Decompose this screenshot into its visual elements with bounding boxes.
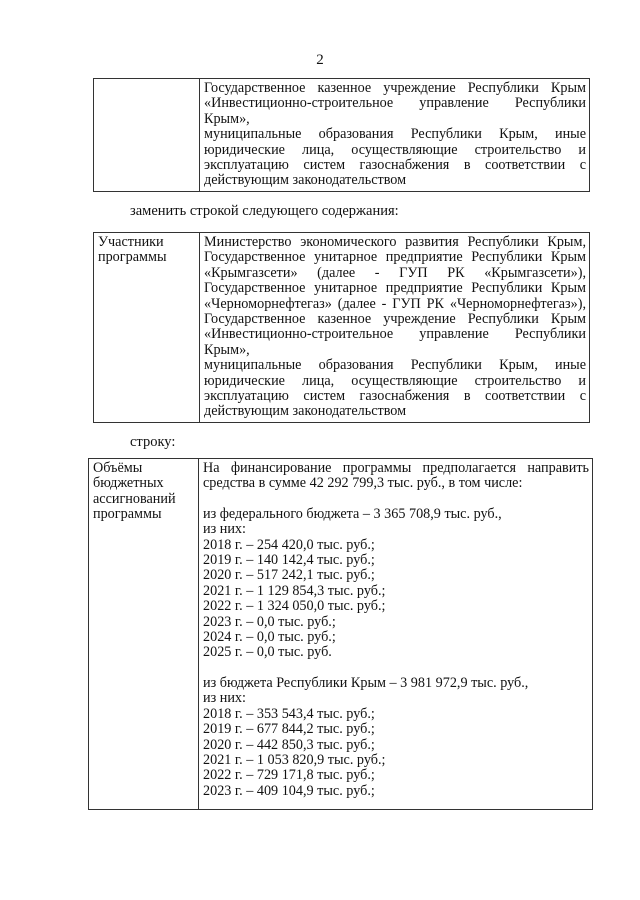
table2-line: Министерство экономического развития Республики Крым, bbox=[204, 234, 586, 250]
table3-label-line: программы bbox=[93, 506, 162, 523]
table2-line: Государственное унитарное предприятие Республики Крым bbox=[204, 280, 586, 297]
federal-year: 2024 г. – 0,0 тыс. руб.; bbox=[203, 629, 336, 646]
table2-line: действующим законодательством bbox=[204, 403, 407, 420]
intro-line: На финансирование программы предполагается направить bbox=[203, 460, 589, 476]
table-participants-old bbox=[93, 78, 590, 192]
spacer bbox=[203, 661, 589, 676]
crimea-year: 2020 г. – 442 850,3 тыс. руб.; bbox=[203, 736, 375, 753]
crimea-year: 2019 г. – 677 844,2 тыс. руб.; bbox=[203, 721, 375, 738]
crimea-year: 2021 г. – 1 053 820,9 тыс. руб.; bbox=[203, 751, 386, 768]
table1-label-cell bbox=[94, 79, 200, 192]
federal-year: 2022 г. – 1 324 050,0 тыс. руб.; bbox=[203, 598, 386, 615]
table2-line: «Черноморнефтегаз» (далее - ГУП РК «Черноморнефтегаз»), bbox=[204, 295, 586, 312]
table2-line: муниципальные образования Республики Крым, иные bbox=[204, 357, 586, 374]
table-participants-new bbox=[93, 232, 590, 423]
federal-year: 2018 г. – 254 420,0 тыс. руб.; bbox=[203, 536, 375, 553]
page-number: 2 bbox=[316, 52, 324, 68]
crimea-year: 2018 г. – 353 543,4 тыс. руб.; bbox=[203, 705, 375, 722]
table2-content-cell bbox=[200, 233, 590, 423]
spacer bbox=[203, 492, 589, 507]
table2-line: Государственное унитарное предприятие Республики Крым bbox=[204, 249, 586, 266]
table3-label-cell bbox=[89, 459, 199, 810]
table1-line: действующим законодательством bbox=[204, 172, 407, 189]
federal-year: 2020 г. – 517 242,1 тыс. руб.; bbox=[203, 567, 375, 584]
table2-line: «Крымгазсети» (далее - ГУП РК «Крымгазсети»), bbox=[204, 264, 586, 281]
table2-line: эксплуатацию систем газоснабжения в соответствии с bbox=[204, 388, 586, 405]
table1-content-cell bbox=[200, 79, 590, 192]
instruction-replace: заменить строкой следующего содержания: bbox=[130, 203, 399, 219]
table2-line: Государственное казенное учреждение Республики Крым bbox=[204, 311, 586, 328]
intro-line: средства в сумме 42 292 799,3 тыс. руб., в том числе: bbox=[203, 475, 523, 492]
table3-label-line: бюджетных bbox=[93, 475, 164, 492]
table2-label-cell bbox=[94, 233, 200, 423]
table2-line: «Инвестиционно-строительное управление Республики Крым», bbox=[204, 326, 586, 358]
crimea-sub: из них: bbox=[203, 690, 246, 707]
table1-line: юридические лица, осуществляющие строительство и bbox=[204, 141, 586, 158]
federal-year: 2021 г. – 1 129 854,3 тыс. руб.; bbox=[203, 582, 386, 599]
table1-line: муниципальные образования Республики Крым, иные bbox=[204, 126, 586, 143]
federal-year: 2023 г. – 0,0 тыс. руб.; bbox=[203, 613, 336, 630]
table3-content-cell bbox=[199, 459, 593, 810]
federal-header: из федерального бюджета – 3 365 708,9 тыс. руб., bbox=[203, 505, 502, 522]
table1-line: эксплуатацию систем газоснабжения в соответствии с bbox=[204, 157, 586, 174]
table1-line: «Инвестиционно-строительное управление Республики Крым», bbox=[204, 95, 586, 127]
table3-label-line: ассигнований bbox=[93, 490, 176, 507]
federal-year: 2019 г. – 140 142,4 тыс. руб.; bbox=[203, 552, 375, 569]
federal-year: 2025 г. – 0,0 тыс. руб. bbox=[203, 644, 332, 661]
federal-sub: из них: bbox=[203, 521, 246, 538]
table1-line: Государственное казенное учреждение Республики Крым bbox=[204, 80, 586, 96]
crimea-year: 2022 г. – 729 171,8 тыс. руб.; bbox=[203, 767, 375, 784]
table3-label-line: Объёмы bbox=[93, 460, 143, 476]
table2-label-line: программы bbox=[98, 249, 167, 266]
table2-label-line: Участники bbox=[98, 234, 164, 250]
instruction-row: строку: bbox=[130, 434, 176, 450]
crimea-header: из бюджета Республики Крым – 3 981 972,9 тыс. руб., bbox=[203, 674, 529, 691]
table2-line: юридические лица, осуществляющие строительство и bbox=[204, 372, 586, 389]
table-budget bbox=[88, 458, 593, 810]
crimea-year: 2023 г. – 409 104,9 тыс. руб.; bbox=[203, 782, 375, 799]
